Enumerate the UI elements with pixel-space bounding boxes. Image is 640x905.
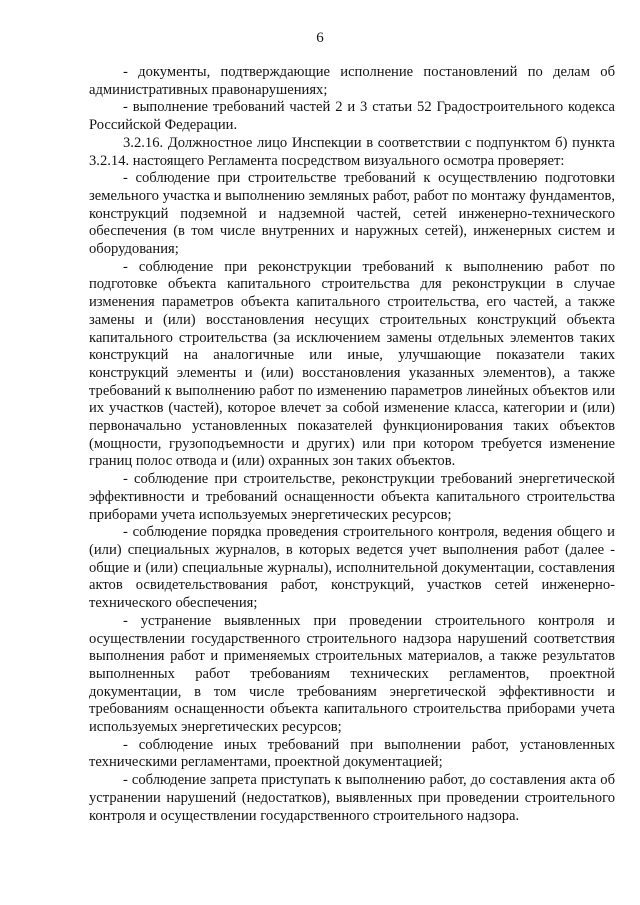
- paragraph-bullet-construction-control: - соблюдение порядка проведения строительного контроля, ведения общего и (или) специальных журналов, в которых ведется учет выполнения работ (далее - общие и (или) специальные журналы), исполнительной документации, составления актов освидетельствования работ, конструкций, участков сетей инженерно-технического обеспечения;: [89, 524, 615, 612]
- page-number: 6: [316, 30, 324, 46]
- document-body: [89, 64, 615, 825]
- paragraph-bullet-violations: - устранение выявленных при проведении строительного контроля и осуществлении государственного строительного надзора нарушений соответствия выполнения работ и применяемых строительных материалов, а также результатов выполненных работ требованиям технических регламентов, проектной документации, в том числе требованиям энергетической эффективности и требованиям оснащенности объекта капитального строительства приборами учета используемых энергетических ресурсов;: [89, 612, 615, 736]
- paragraph-bullet-energy-efficiency: - соблюдение при строительстве, реконструкции требований энергетической эффективности и требований оснащенности объекта капитального строительства приборами учета используемых энергетических ресурсов;: [89, 471, 615, 523]
- paragraph-bullet-reconstruction: - соблюдение при реконструкции требований к выполнению работ по подготовке объекта капитального строительства для реконструкции в случае изменения параметров объекта капитального строительства, его частей, а также замены и (или) восстановления несущих строительных конструкций объекта капитального строительства (за исключением замены отдельных элементов таких конструкций на аналогичные или иные, улучшающие показатели таких конструкций элементы и (или) восстановления указанных элементов), а также требований к выполнению работ по изменению параметров линейных объектов или их участков (частей), которое влечет за собой изменение класса, категории и (или) первоначально установленных показателей функционирования таких объектов (мощности, грузоподъемности и других) или при котором требуется изменение границ полос отвода и (или) охранных зон таких объектов.: [89, 258, 615, 470]
- paragraph-bullet-construction: - соблюдение при строительстве требований к осуществлению подготовки земельного участка и выполнению земляных работ, работ по монтажу фундаментов, конструкций подземной и надземной частей, сетей инженерно-технического обеспечения (в том числе внутренних и наружных сетей), инженерных систем и оборудования;: [89, 170, 615, 258]
- paragraph-bullet-article-52: - выполнение требований частей 2 и 3 статьи 52 Градостроительного кодекса Российской Федерации.: [89, 99, 615, 134]
- paragraph-bullet-work-prohibition: - соблюдение запрета приступать к выполнению работ, до составления акта об устранении нарушений (недостатков), выявленных при проведении строительного контроля и осуществлении государственного строительного надзора.: [89, 772, 615, 824]
- paragraph-bullet-documents: - документы, подтверждающие исполнение постановлений по делам об административных правонарушениях;: [89, 64, 615, 98]
- paragraph-bullet-other-requirements: - соблюдение иных требований при выполнении работ, установленных техническими регламентами, проектной документацией;: [89, 736, 615, 771]
- paragraph-3-2-16: 3.2.16. Должностное лицо Инспекции в соответствии с подпунктом б) пункта 3.2.14. настоящего Регламента посредством визуального осмотра проверяет:: [89, 134, 615, 169]
